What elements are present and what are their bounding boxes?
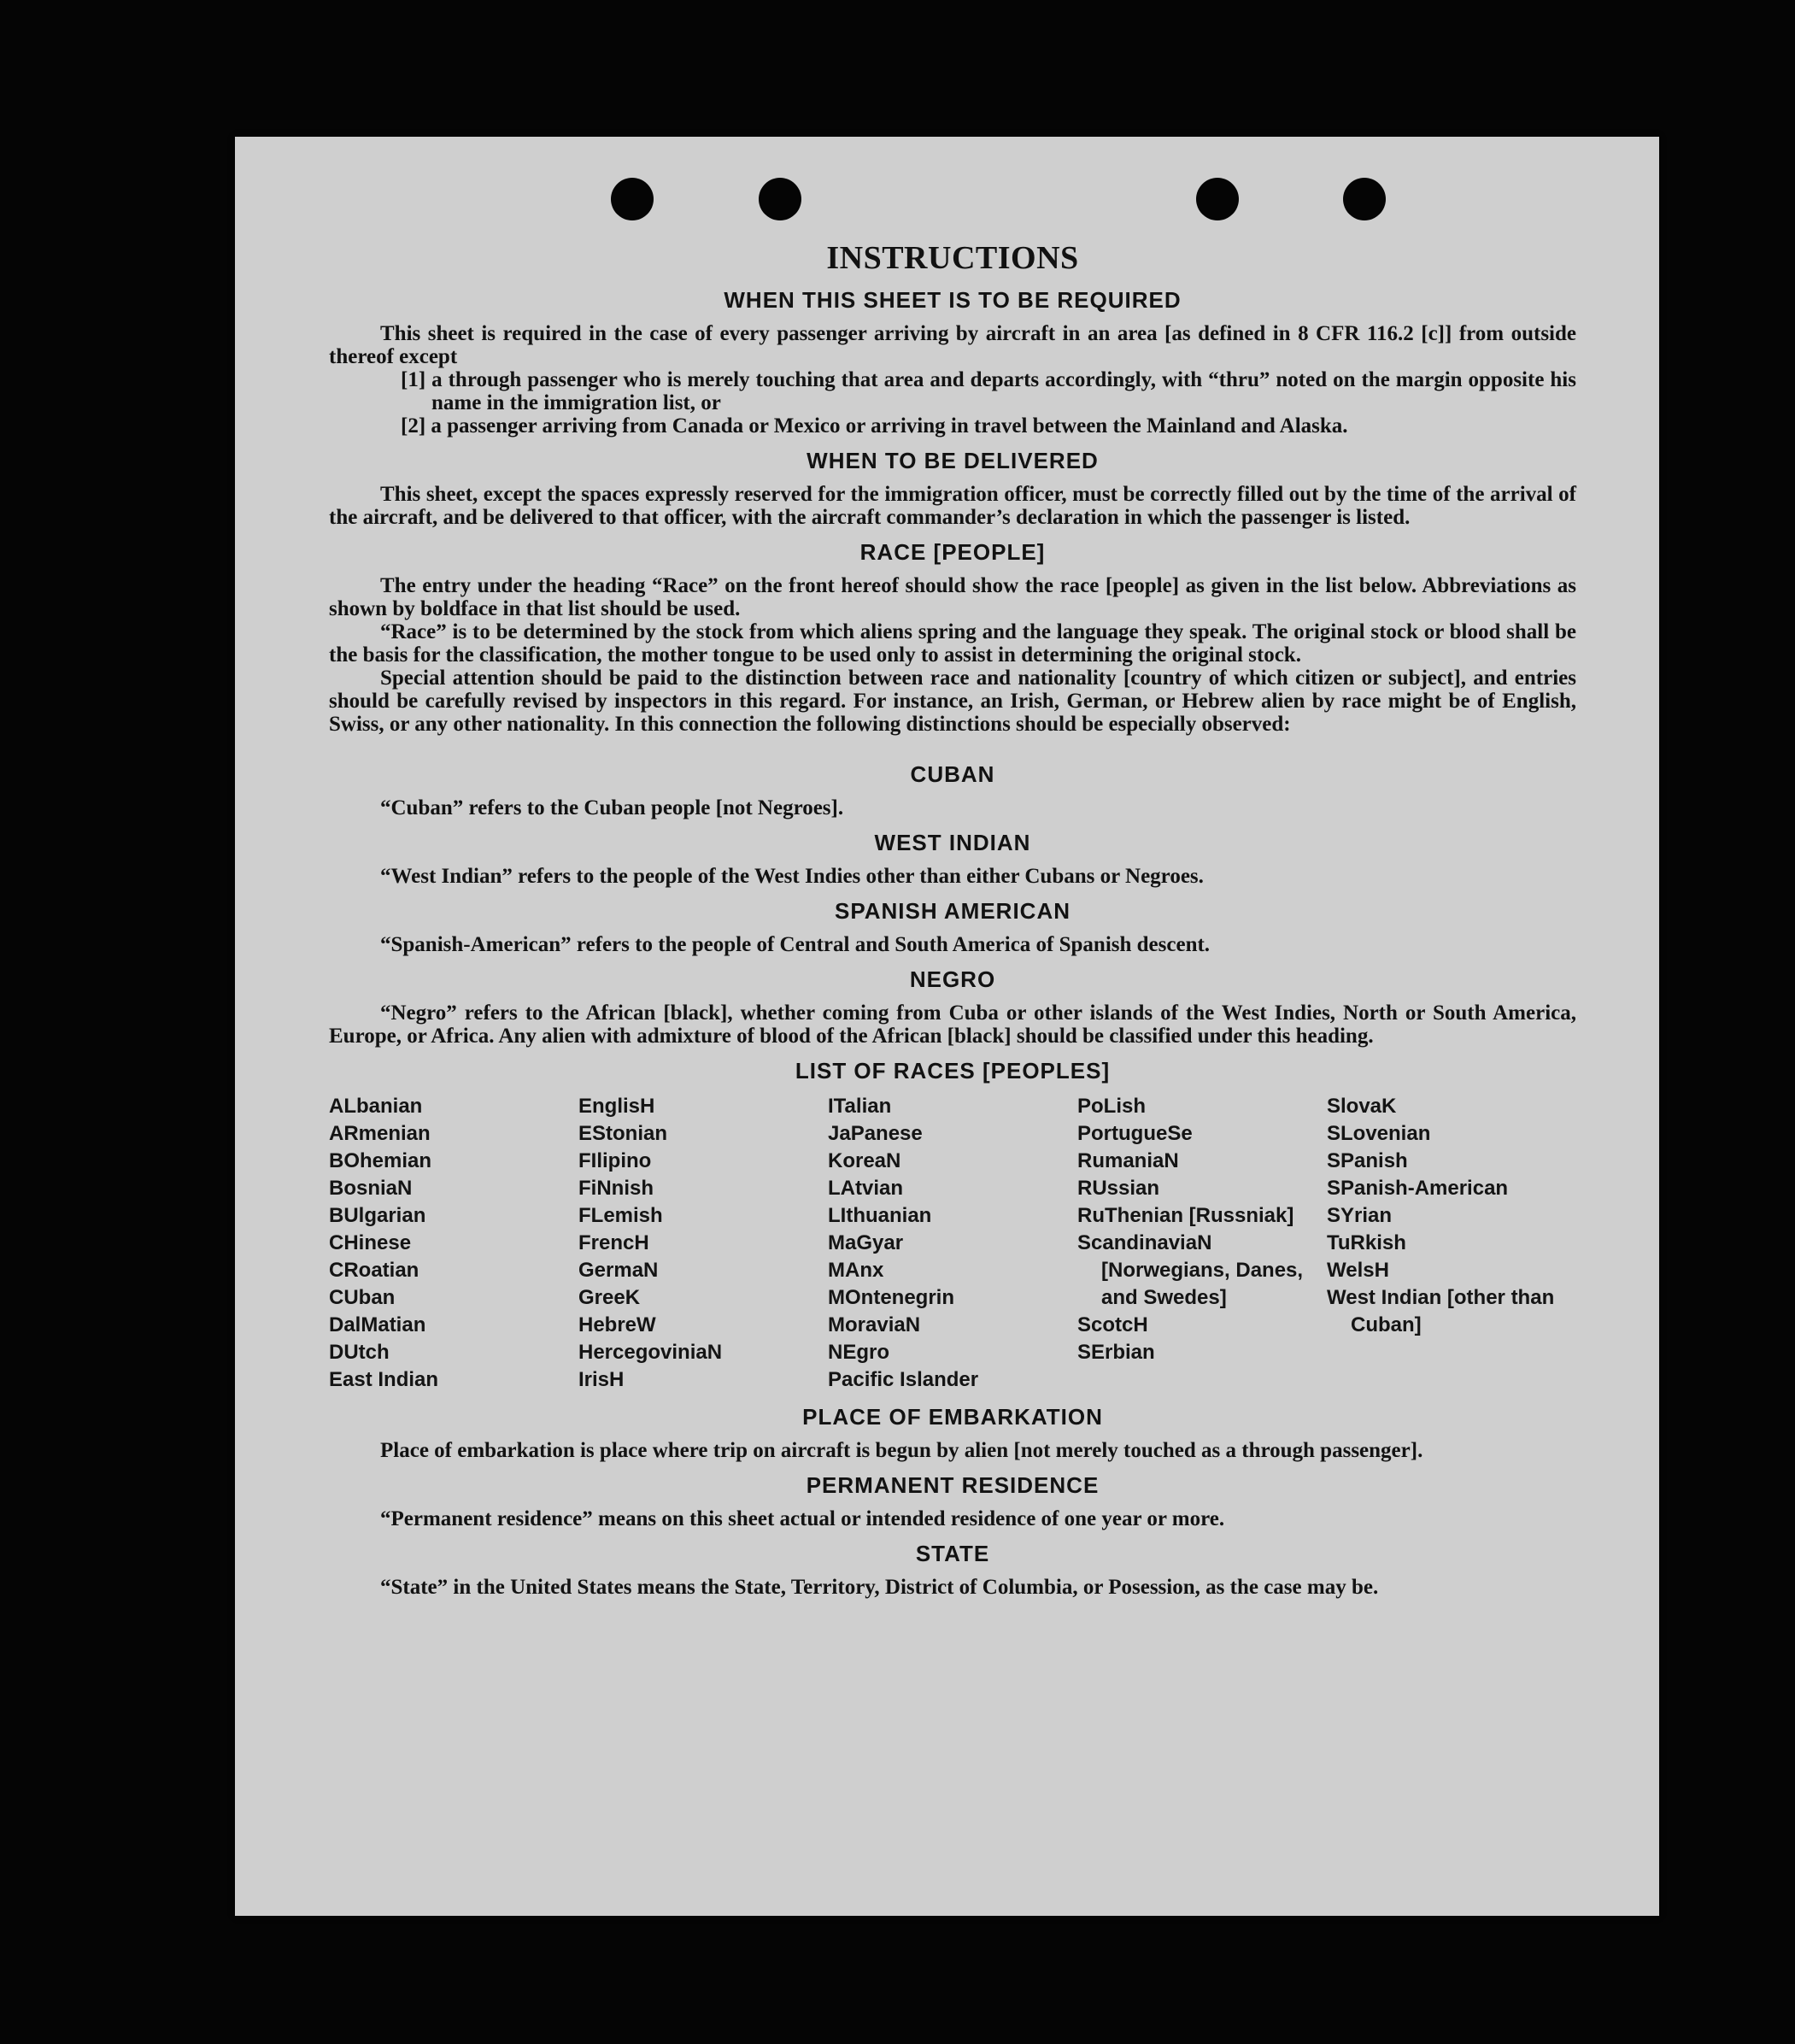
race-entry: MaGyar xyxy=(828,1231,904,1254)
section-heading-cuban: CUBAN xyxy=(910,761,995,787)
race-entry: SErbian xyxy=(1077,1341,1155,1364)
race-entry: West Indian [other than Cuban] xyxy=(1327,1286,1555,1336)
race-entry: EStonian xyxy=(578,1122,668,1145)
document-sheet xyxy=(235,137,1659,1916)
page-title: INSTRUCTIONS xyxy=(826,240,1079,276)
west-indian-text: “West Indian” refers to the people of the West Indies other than either Cubans or Negroes. xyxy=(380,865,1204,888)
race-entry: FiNnish xyxy=(578,1177,654,1200)
race-entry: BOhemian xyxy=(329,1149,432,1172)
race-entry: ScotcH xyxy=(1077,1313,1148,1336)
required-exception-1: [1] a through passenger who is merely touching that area and departs accordingly, with “thru” noted on the margin opposite his name in the immigration list, or xyxy=(401,368,1576,414)
punch-hole xyxy=(1196,178,1239,220)
race-paragraph-3: Special attention should be paid to the distinction between race and nationality [country of which citizen or subject], and entries should be carefully revised by inspectors in this regard. For instance, an Irish, German, or Hebrew alien by race might be of English, Swiss, or any other nationality. In this connection the following distinctions should be especially observed: xyxy=(329,667,1576,736)
section-heading-embarkation: PLACE OF EMBARKATION xyxy=(802,1404,1103,1430)
races-column-2 xyxy=(578,1093,828,1394)
race-entry: GreeK xyxy=(578,1286,641,1309)
embarkation-text: Place of embarkation is place where trip on aircraft is begun by alien [not merely touched as a through passenger]. xyxy=(380,1439,1423,1462)
races-column-4 xyxy=(1077,1093,1327,1394)
punch-hole xyxy=(759,178,801,220)
race-entry: BosniaN xyxy=(329,1177,413,1200)
section-heading-state: STATE xyxy=(915,1541,990,1566)
race-entry: DUtch xyxy=(329,1341,390,1364)
race-entry: FIlipino xyxy=(578,1149,652,1172)
race-entry: EnglisH xyxy=(578,1095,655,1118)
required-exception-2: [2] a passenger arriving from Canada or Mexico or arriving in travel between the Mainland and Alaska. xyxy=(401,414,1348,438)
race-entry: ALbanian xyxy=(329,1095,423,1118)
race-entry: NEgro xyxy=(828,1341,889,1364)
race-entry: KoreaN xyxy=(828,1149,901,1172)
race-entry: PortugueSe xyxy=(1077,1122,1193,1145)
race-entry: MoraviaN xyxy=(828,1313,921,1336)
section-heading-race: RACE [PEOPLE] xyxy=(859,539,1046,565)
races-column-5 xyxy=(1327,1093,1576,1394)
cuban-text: “Cuban” refers to the Cuban people [not Negroes]. xyxy=(380,796,844,819)
punch-hole xyxy=(611,178,654,220)
state-text: “State” in the United States means the State, Territory, District of Columbia, or Posession, as the case may be. xyxy=(380,1576,1379,1599)
race-entry: SPanish xyxy=(1327,1149,1408,1172)
race-entry: LAtvian xyxy=(828,1177,904,1200)
race-entry: ITalian xyxy=(828,1095,892,1118)
section-heading-required: WHEN THIS SHEET IS TO BE REQUIRED xyxy=(724,287,1182,313)
race-entry: MAnx xyxy=(828,1259,884,1282)
race-entry: DalMatian xyxy=(329,1313,426,1336)
race-entry: JaPanese xyxy=(828,1122,923,1145)
section-heading-negro: NEGRO xyxy=(909,966,996,992)
race-entry: CHinese xyxy=(329,1231,412,1254)
spanish-american-text: “Spanish-American” refers to the people of Central and South America of Spanish descent. xyxy=(380,933,1211,956)
race-entry: HercegoviniaN xyxy=(578,1341,723,1364)
race-entry: RumaniaN xyxy=(1077,1149,1179,1172)
race-entry: East Indian xyxy=(329,1368,439,1391)
section-heading-residence: PERMANENT RESIDENCE xyxy=(806,1472,1100,1498)
negro-text: “Negro” refers to the African [black], whether coming from Cuba or other islands of the West Indies, North or South America, Europe, or Africa. Any alien with admixture of blood of the African [black] should be classified under this heading. xyxy=(329,1001,1576,1048)
race-entry: BUlgarian xyxy=(329,1204,426,1227)
race-entry: SlovaK xyxy=(1327,1095,1397,1118)
races-column-1 xyxy=(329,1093,578,1394)
race-entry: SPanish-American xyxy=(1327,1177,1509,1200)
race-entry: Pacific Islander xyxy=(828,1368,979,1391)
race-entry: ScandinaviaN [Norwegians, Danes, and Swedes] xyxy=(1077,1231,1304,1309)
section-heading-list-of-races: LIST OF RACES [PEOPLES] xyxy=(795,1058,1111,1084)
race-entry: MOntenegrin xyxy=(828,1286,954,1309)
delivered-text: This sheet, except the spaces expressly reserved for the immigration officer, must be correctly filled out by the time of the arrival of the aircraft, and be delivered to that officer, with the aircraft commander’s declaration in which the passenger is listed. xyxy=(329,483,1576,529)
race-entry: PoLish xyxy=(1077,1095,1147,1118)
race-entry: CUban xyxy=(329,1286,396,1309)
section-heading-delivered: WHEN TO BE DELIVERED xyxy=(807,448,1099,473)
punch-hole xyxy=(1343,178,1386,220)
race-entry: LIthuanian xyxy=(828,1204,932,1227)
race-entry: ARmenian xyxy=(329,1122,431,1145)
race-entry: FLemish xyxy=(578,1204,663,1227)
race-entry: FrencH xyxy=(578,1231,649,1254)
instructions-content xyxy=(329,239,1576,1599)
race-paragraph-1: The entry under the heading “Race” on the front hereof should show the race [people] as given in the list below. Abbreviations as shown by boldface in that list should be used. xyxy=(329,574,1576,620)
race-entry: GermaN xyxy=(578,1259,659,1282)
race-entry: IrisH xyxy=(578,1368,625,1391)
race-entry: SYrian xyxy=(1327,1204,1393,1227)
race-entry: WelsH xyxy=(1327,1259,1389,1282)
race-entry: HebreW xyxy=(578,1313,656,1336)
race-entry: TuRkish xyxy=(1327,1231,1406,1254)
races-list xyxy=(329,1093,1576,1394)
section-heading-spanish-american: SPANISH AMERICAN xyxy=(834,898,1071,924)
race-entry: SLovenian xyxy=(1327,1122,1431,1145)
race-entry: RuThenian [Russniak] xyxy=(1077,1204,1294,1227)
race-paragraph-2: “Race” is to be determined by the stock from which aliens spring and the language they speak. The original stock or blood shall be the basis for the classification, the mother tongue to be used only to assist in determining the original stock. xyxy=(329,620,1576,667)
residence-text: “Permanent residence” means on this sheet actual or intended residence of one year or more. xyxy=(380,1507,1225,1530)
race-entry: RUssian xyxy=(1077,1177,1160,1200)
section-heading-west-indian: WEST INDIAN xyxy=(874,830,1031,855)
races-column-3 xyxy=(828,1093,1077,1394)
race-entry: CRoatian xyxy=(329,1259,419,1282)
required-intro: This sheet is required in the case of every passenger arriving by aircraft in an area [as defined in 8 CFR 116.2 [c]] from outside thereof except xyxy=(329,322,1576,368)
